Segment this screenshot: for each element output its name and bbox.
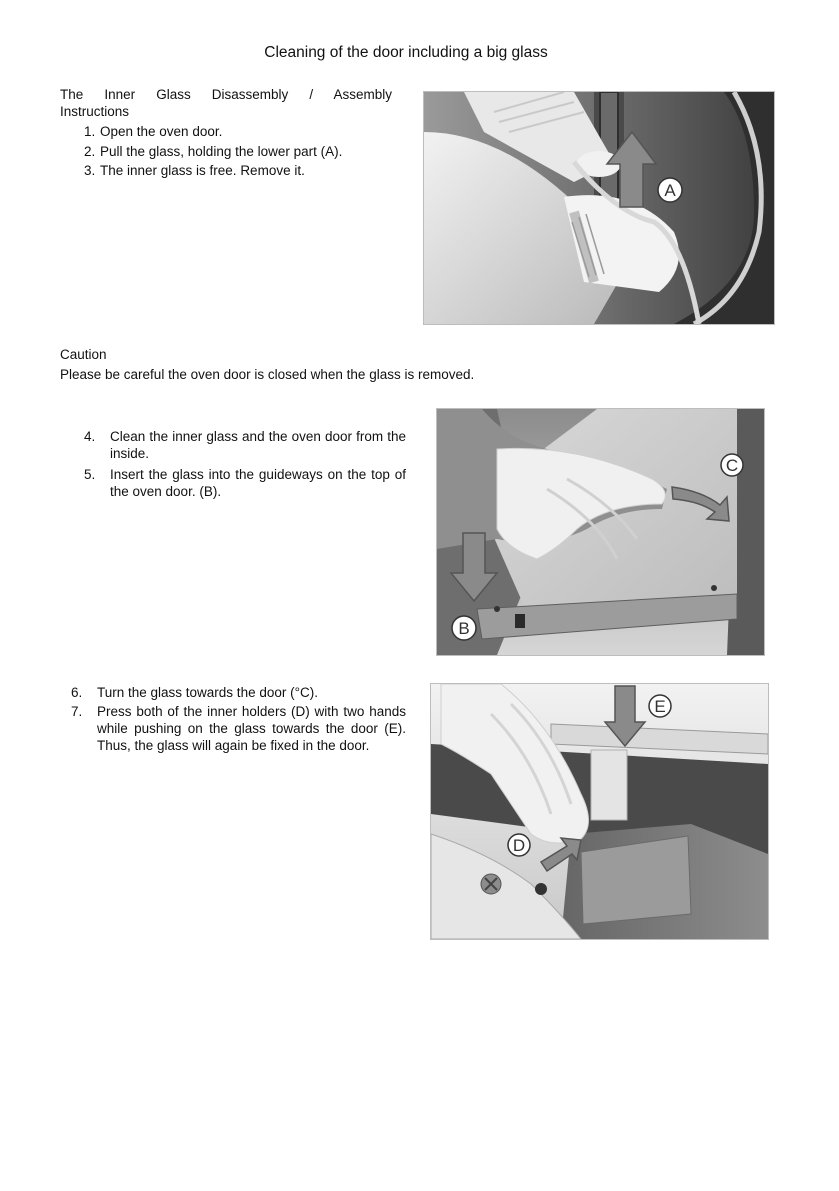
figure-fix-holders — [430, 683, 769, 940]
list-item: 6. Turn the glass towards the door (°C). — [71, 685, 318, 700]
figure-remove-glass — [423, 91, 775, 325]
section-heading: The Inner Glass Disassembly / Assembly — [60, 87, 392, 102]
callout-c: C — [725, 456, 739, 475]
section-heading-cont: Instructions — [60, 104, 130, 119]
disassembly-section — [60, 86, 392, 181]
list-item: 1. Open the oven door. — [84, 124, 223, 139]
page-title: Cleaning of the door including a big glass — [264, 44, 548, 61]
list-item: 4. Clean the inner glass and the oven door from the inside. — [84, 429, 406, 461]
list-item: 3. The inner glass is free. Remove it. — [84, 163, 305, 178]
list-item: 5. Insert the glass into the guideways on the top of the oven door. (B). — [84, 467, 406, 499]
figure-insert-glass — [436, 408, 765, 656]
refit-steps — [71, 684, 406, 754]
refit-section — [71, 682, 406, 756]
callout-d: D — [512, 836, 526, 855]
cleaning-section — [84, 426, 406, 504]
list-item: 2. Pull the glass, holding the lower part (A). — [84, 143, 343, 159]
caution-heading: Caution — [60, 347, 107, 362]
callout-e: E — [654, 697, 666, 716]
callout-b: B — [458, 619, 470, 638]
list-item: 7. Press both of the inner holders (D) with two hands while pushing on the glass towards the door (E). Thus, the glass will again be fixed in the door. — [71, 704, 406, 753]
caution-text: Please be careful the oven door is closed when the glass is removed. — [60, 367, 475, 382]
callout-a: A — [664, 181, 676, 200]
cleaning-steps — [84, 428, 406, 500]
disassembly-steps — [60, 122, 392, 181]
